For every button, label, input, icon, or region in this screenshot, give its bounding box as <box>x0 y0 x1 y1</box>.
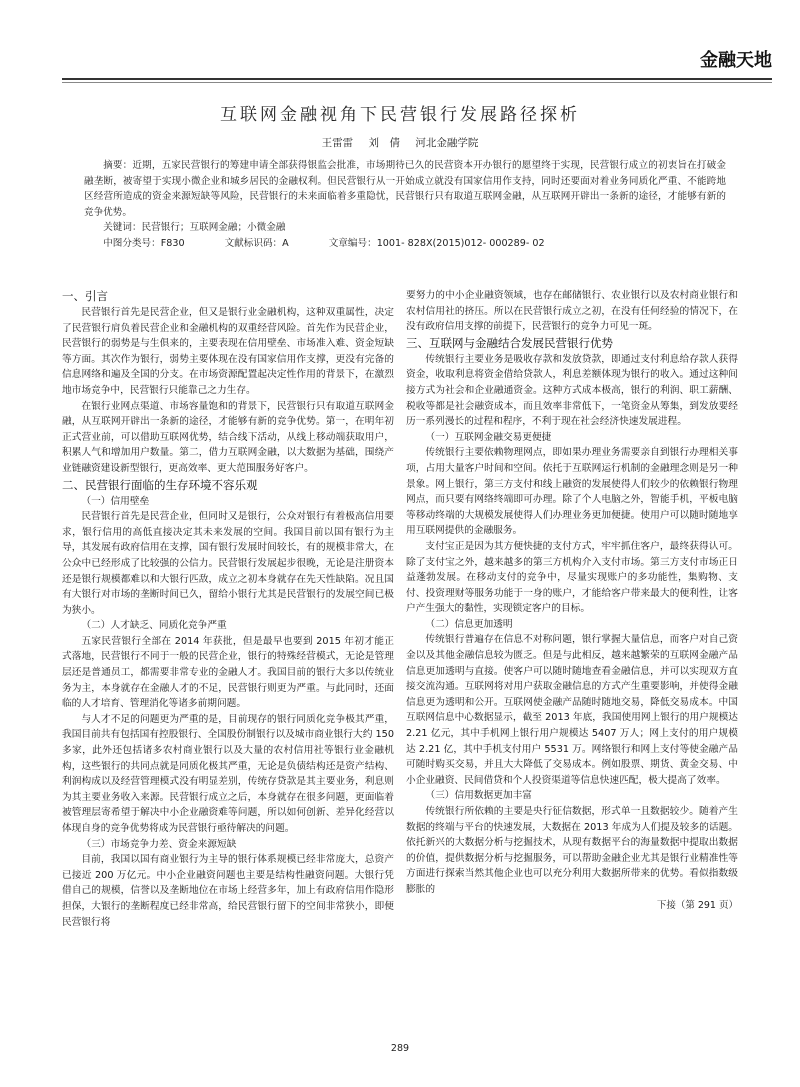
header-rule <box>62 78 772 80</box>
subsection-heading: （一）信用壁垒 <box>81 495 150 507</box>
section-heading-1: 一、引言 <box>62 289 108 303</box>
subsection-heading: （二）信息更加透明 <box>425 618 513 630</box>
subsection-heading: （三）信用数据更加丰富 <box>425 790 532 802</box>
paragraph: 民营银行首先是民营企业，但同时又是银行，公众对银行有着极高信用要求，银行信用的高低直接决定其未来发展的空间。我国目前以国有银行为主导，其发展有政府信用在支撑，国有银行发展时间较长，有的规模非常大，在公众中已经形成了比较强的公信力。民营银行发展起步很晚，无论是注册资本还是银行规模都难以和大银行匹敌，成立之初本身就存在先天性缺陷。况且国有大银行对市场的垄断时间已久，留给小银行尤其是民营银行的发展空间已极为狭小。 <box>62 511 394 616</box>
subsection-heading: （二）人才缺乏、同质化竞争严重 <box>81 620 227 632</box>
paragraph: 五家民营银行全部在 2014 年获批，但是最早也要到 2015 年初才能正式落地，民营银行不同于一般的民营企业，银行的特殊经营模式，无论是管理层还是普通员工，都需要非常专业的金融人才。我国目前的银行大多以传统业务为主，本身就存在金融人才的不足，民营银行则更为严重。与此同时，还面临的人才培育、管理消化等诸多前期问题。 <box>62 635 394 710</box>
left-column <box>62 288 394 930</box>
article-number: 文章编号：1001- 828X(2015)012- 000289- 02 <box>328 237 545 249</box>
paragraph: 与人才不足的问题更为严重的是，目前现存的银行同质化竞争极其严重，我国目前共有包括国有控股银行、全国股份制银行以及城市商业银行大约 150 多家，此外还包括诸多农村商业银行以及大量的农村信用社等银行业金融机构，这些银行的共同点就是同质化极其严重，无论是负债结构还是资产结构、利润构成以及经营管理模式没有明显差别，传统存贷款是其主要业务，利息则为其主要业务收入来源。民营银行成立之后，本身就存在很多问题，更面临着被管理层寄希望于解决中小企业融资难等问题，所以如何创新、差异化经营以体现自身的竞争优势将成为民营银行亟待解决的问题。 <box>62 713 394 834</box>
continued-note: 下接（第 291 页） <box>656 899 738 911</box>
right-column <box>406 288 738 930</box>
paragraph: 目前，我国以国有商业银行为主导的银行体系规模已经非常庞大，总资产已接近 200 万亿元。中小企业融资问题也主要是结构性融资问题。大银行凭借自己的规模，信誉以及垄断地位在市场上经营多年，加上有政府信用作隐形担保，大银行的垄断程度已经非常高，给民营银行留下的空间非常狭小，即便民营银行将 <box>62 854 394 928</box>
header-rule-thin <box>62 82 772 83</box>
author-1: 王雷雷 <box>321 137 354 149</box>
article-title: 互联网金融视角下民营银行发展路径探析 <box>220 105 580 125</box>
document-code: 文献标识码：A <box>224 237 289 249</box>
keywords: 关键词：民营银行；互联网金融；小微金融 <box>103 222 286 234</box>
section-heading-2: 二、民营银行面临的生存环境不容乐观 <box>62 477 258 492</box>
paragraph: 在银行业网点渠道、市场容量饱和的背景下，民营银行只有取道互联网金融，从互联网开辟出一条新的途径，才能够有新的竞争优势。第一，在明年初正式营业前，可以借助互联网优势，结合线下活动，从线上移动端获取用户，积累人气和增加用户数量。第二，借力互联网金融，以大数据为基础，围绕产业链融资建设新型银行，更高效率、更大范围服务好客户。 <box>62 400 394 474</box>
paragraph: 传统银行所依赖的主要是央行征信数据，形式单一且数据较少。随着产生数据的终端与平台的快速发展，大数据在 2013 年成为人们提及较多的话题。依托新兴的大数据分析与挖掘技术，从现有数据平台的海量数据中提取出数据的价值，提供数据分析与挖掘服务，可以帮助金融企业尤其是银行业精准性等方面进行探索当然其他企业也可以充分利用大数据所带来的优势。看似指数级膨胀的 <box>406 806 738 895</box>
section-heading-3: 三、互联网与金融结合发展民营银行优势 <box>406 335 613 350</box>
affiliation: 河北金融学院 <box>415 137 479 149</box>
paragraph: 传统银行主要依赖物理网点，即如果办理业务需要亲自到银行办理相关事项，占用大量客户时间和空间。依托于互联网运行机制的金融理念则是另一种景象。网上银行，第三方支付和线上融资的发展使得人们较少的依赖银行物理网点，而只要有网络终端即可办理。除了个人电脑之外，智能手机，平板电脑等移动终端的大规模发展使得人们办理业务更加便捷。使用户可以随时随地享用互联网提供的金融服务。 <box>406 447 738 537</box>
paragraph: 支付宝正是因为其方便快捷的支付方式，牢牢抓住客户，最终获得认可。除了支付宝之外，越来越多的第三方机构介入支付市场。第三方支付市场正日益蓬勃发展。在移动支付的竞争中，尽量实现账户的多功能性，集购物、支付、投资理财等服务功能于一身的账户，才能给客户带来最大的便利性，让客户产生强大的黏性，实现锁定客户的目标。 <box>406 540 738 615</box>
paragraph: 传统银行主要业务是吸收存款和发放贷款，即通过支付利息给存款人获得资金，收取利息将资金借给贷款人，利息差额体现为银行的收入。通过这种间接方式为社会和企业融通资金。这种方式成本极高，银行的利润、职工薪酬、税收等都是社会融资成本，而且效率非常低下，一笔资金从筹集，到发放要经历一系列漫长的过程和程序，不利于现在社会经济快速发展进程。 <box>406 353 738 428</box>
paragraph: 民营银行首先是民营企业，但又是银行业金融机构，这种双重属性，决定了民营银行肩负着民营企业和金融机构的双重经营风险。首先作为民营企业，民营银行的弱势是与生俱来的，主要表现在信用壁垒、市场准入难、资金短缺等方面。其次作为银行，弱势主要体现在没有国家信用作支撑，更没有完备的信息网络和遍及全国的分支。在市场资源配置起决定性作用的背景下，在激烈地市场竞争中，民营银行只能靠己之力生存。 <box>62 307 394 396</box>
authors-line <box>0 135 800 150</box>
abstract-text: 摘要：近期，五家民营银行的筹建申请全部获得银监会批准，市场期待已久的民营资本开办银行的愿望终于实现，民营银行成立的初衷旨在打破金融垄断，被寄望于实现小微企业和城乡居民的金融权利。但民营银行从一开始成立就没有国家信用作支持，同时还要面对着业务同质化严重、不能跨地区经营所造成的资金来源短缺等风险，民营银行的未来面临着多重隐忧，民营银行只有取道互联网金融，从互联网开辟出一条新的途径，才能够有新的竞争优势。 <box>84 160 726 218</box>
subsection-heading: （三）市场竞争力差、资金来源短缺 <box>81 838 237 850</box>
subsection-heading: （一）互联网金融交易更便捷 <box>425 431 552 443</box>
paragraph: 传统银行普遍存在信息不对称问题，银行掌握大量信息，而客户对自己资金以及其他金融信息较为匮乏。但是与此相反，越来越繁荣的互联网金融产品信息更加透明与直接。使客户可以随时随地查看金融信息，并可以实现双方直接交流沟通。互联网将对用户获取金融信息的方式产生重要影响，并使得金融信息更为透明和公开。互联网使金融产品随时随地交易，降低交易成本。中国互联网信息中心数据显示，截至 2013 年底，我国使用网上银行的用户规模达 2.21 亿元，其中手机网上银行用户规模达 5407 万人；网上支付的用户规模达 2.21 亿，其中手机支付用户 5531 万。网络银行和网上支付等使金融产品可随时购买交易，并且大大降低了交易成本。例如股票、期货、黄金交易、中小企业融资、民间借贷和个人投资渠道等信息快速匹配，极大提高了效率。 <box>406 634 738 786</box>
clc-number: 中图分类号：F830 <box>103 237 185 249</box>
page-number: 289 <box>390 1043 410 1054</box>
abstract-block <box>84 158 726 252</box>
section-label: 金融天地 <box>700 50 772 71</box>
body-columns <box>62 288 738 930</box>
classification-line <box>84 236 726 252</box>
author-2: 刘 倩 <box>368 137 400 149</box>
paragraph: 要努力的中小企业融资领域，也存在邮储银行、农业银行以及农村商业银行和农村信用社的挤压。所以在民营银行成立之初，在没有任何经验的情况下，在没有政府信用支撑的前提下，民营银行的竞争力可见一斑。 <box>406 290 738 333</box>
